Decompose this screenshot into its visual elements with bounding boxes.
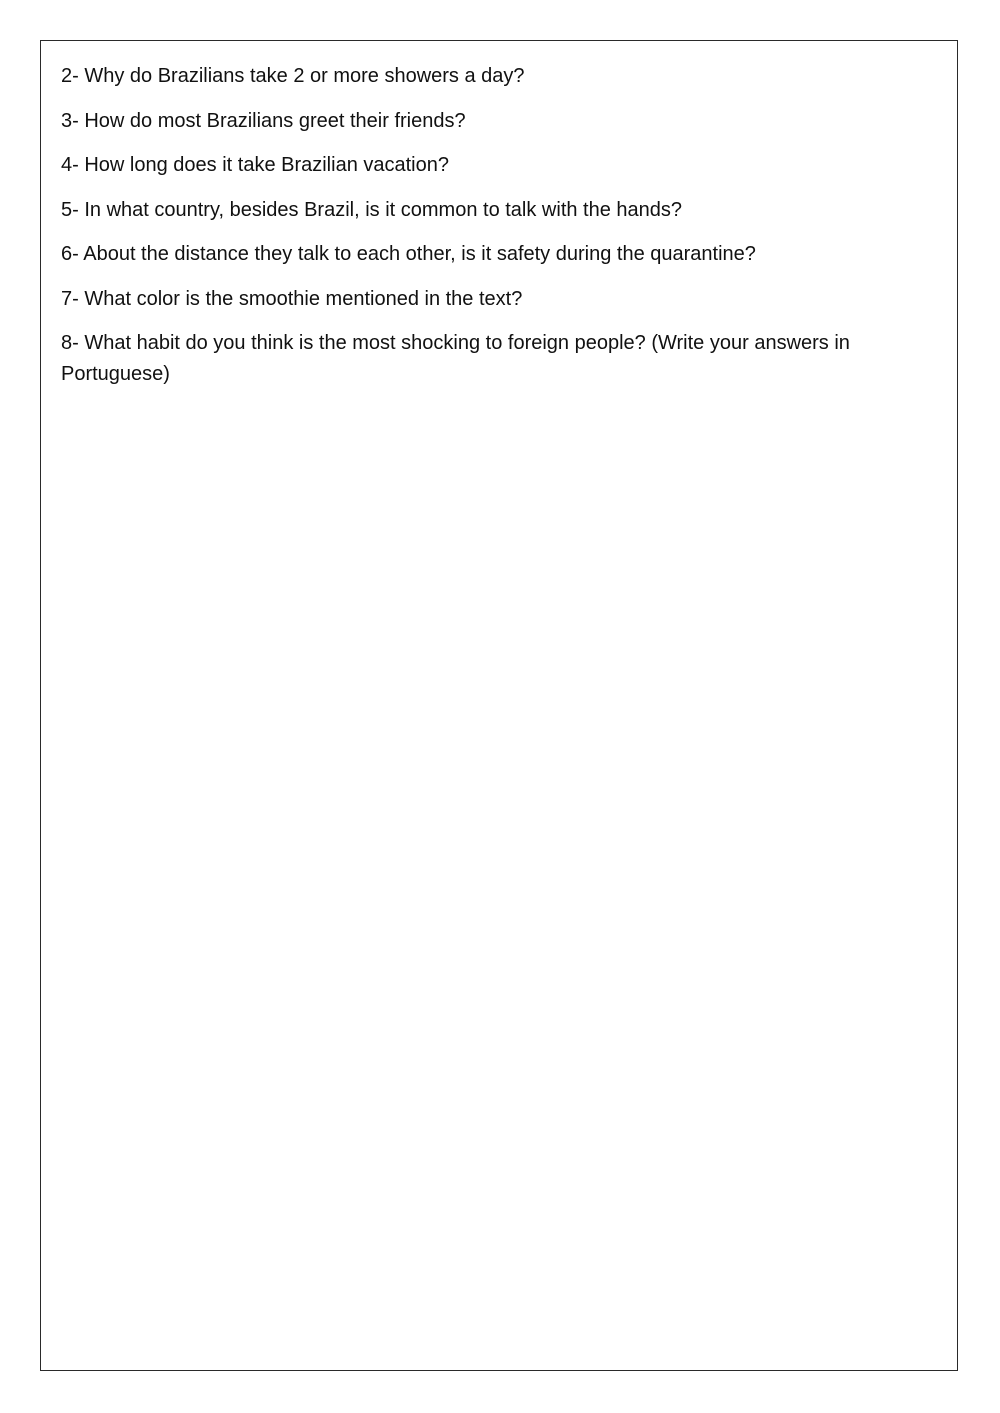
question-list: [61, 61, 933, 404]
question-8: 8- What habit do you think is the most shocking to foreign people? (Write your answers in Portuguese): [61, 332, 850, 385]
question-7: 7- What color is the smoothie mentioned in the text?: [61, 287, 523, 310]
question-2: 2- Why do Brazilians take 2 or more showers a day?: [61, 65, 525, 87]
question-4: 4- How long does it take Brazilian vacation?: [61, 154, 449, 176]
worksheet-frame: [40, 40, 958, 1371]
question-3: 3- How do most Brazilians greet their friends?: [61, 109, 466, 132]
question-6: 6- About the distance they talk to each other, is it safety during the quarantine?: [61, 243, 756, 265]
question-5: 5- In what country, besides Brazil, is it common to talk with the hands?: [61, 198, 683, 221]
